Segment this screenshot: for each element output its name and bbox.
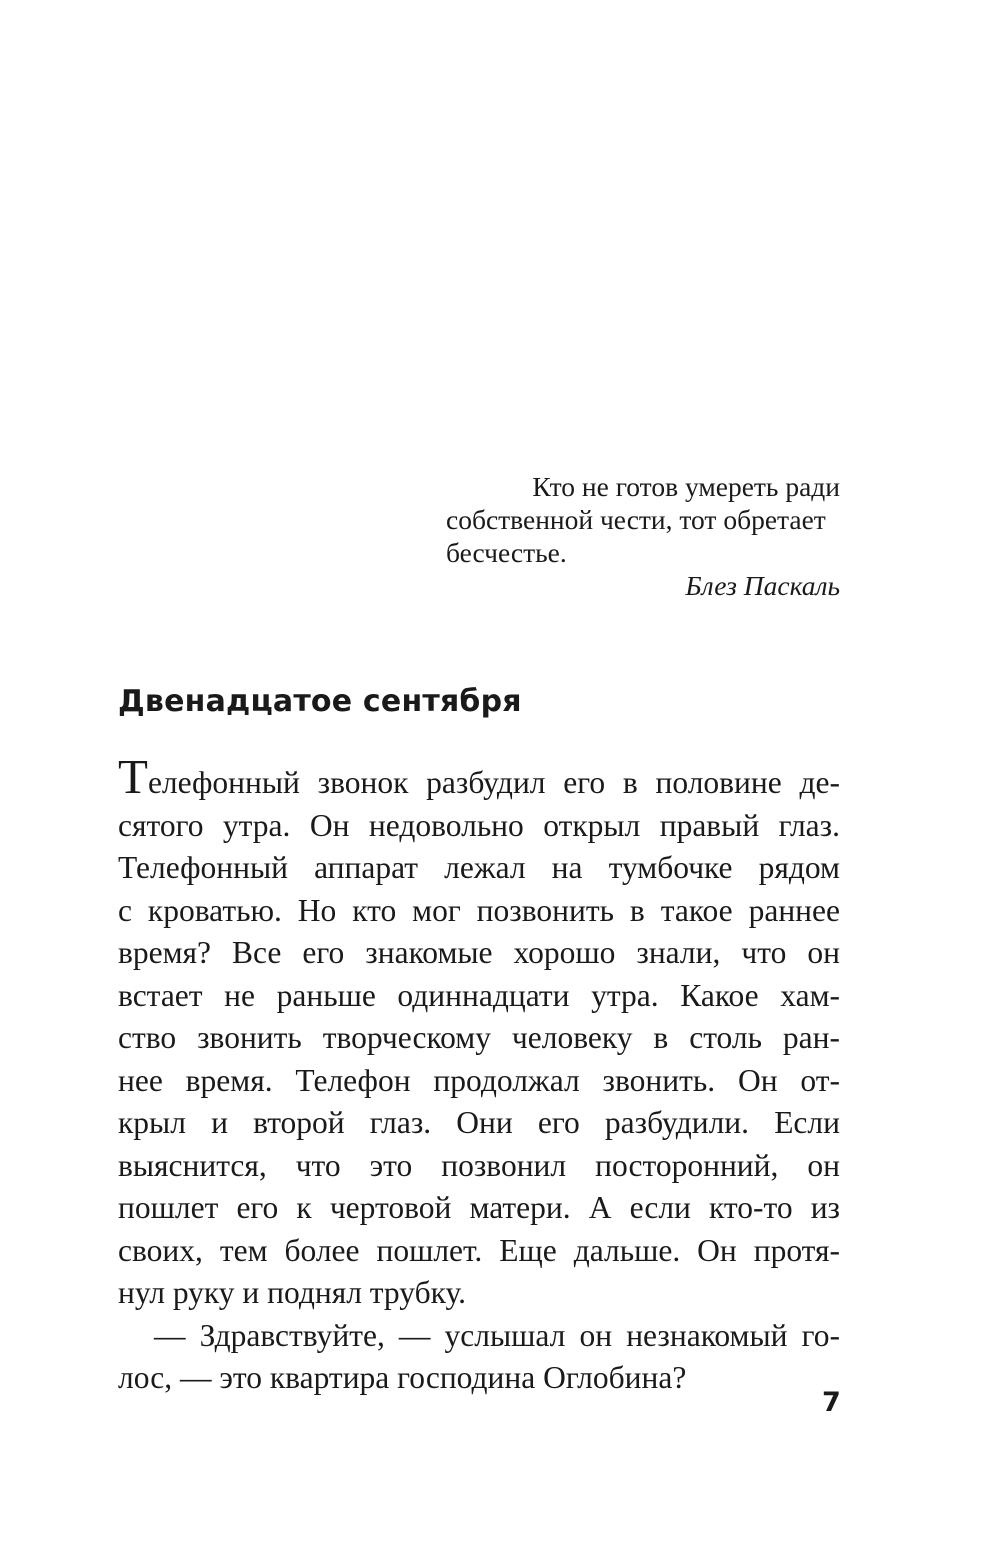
page-number: 7 <box>822 1387 841 1418</box>
text-line: время? Все его знакомые хорошо знали, что он <box>118 935 840 970</box>
dialogue-line: — Здравствуйте, — услышал он незнакомый го- <box>154 1317 840 1353</box>
text-line: Телефонный аппарат лежал на тумбочке рядом <box>118 850 840 885</box>
text-line: пошлет его к чертовой матери. А если кто-то из <box>118 1190 840 1225</box>
text-line: выяснится, что это позвонил посторонний, он <box>118 1147 840 1183</box>
text-line: встает не раньше одиннадцати утра. Какое хам- <box>118 977 840 1013</box>
epigraph-author: Блез Паскаль <box>685 570 840 601</box>
dialogue-line: лос, — это квартира господина Оглобина? <box>118 1360 687 1395</box>
text-line: с кроватью. Но кто мог позвонить в такое раннее <box>118 892 840 928</box>
epigraph <box>446 470 840 602</box>
paragraph-line-1 <box>118 749 840 805</box>
text-line: ство звонить творческому человеку в столь ран- <box>118 1020 840 1055</box>
text-line: своих, тем более пошлет. Еще дальше. Он протя- <box>118 1232 840 1268</box>
chapter-title: Двенадцатое сентября <box>118 684 522 719</box>
body-text <box>118 749 840 1400</box>
text-line: елефонный звонок разбудил его в половине де- <box>147 765 840 800</box>
drop-cap: Т <box>118 749 148 804</box>
text-line: крыл и второй глаз. Они его разбудили. Если <box>118 1105 840 1140</box>
text-line: нее время. Телефон продолжал звонить. Он от- <box>118 1062 840 1098</box>
text-line: нул руку и поднял трубку. <box>118 1275 466 1310</box>
text-line: сятого утра. Он недовольно открыл правый глаз. <box>118 807 840 843</box>
epigraph-line: собственной чести, тот обретает <box>446 504 826 535</box>
epigraph-line: Кто не готов умереть ради <box>532 471 840 502</box>
epigraph-line: бесчестье. <box>446 537 567 568</box>
